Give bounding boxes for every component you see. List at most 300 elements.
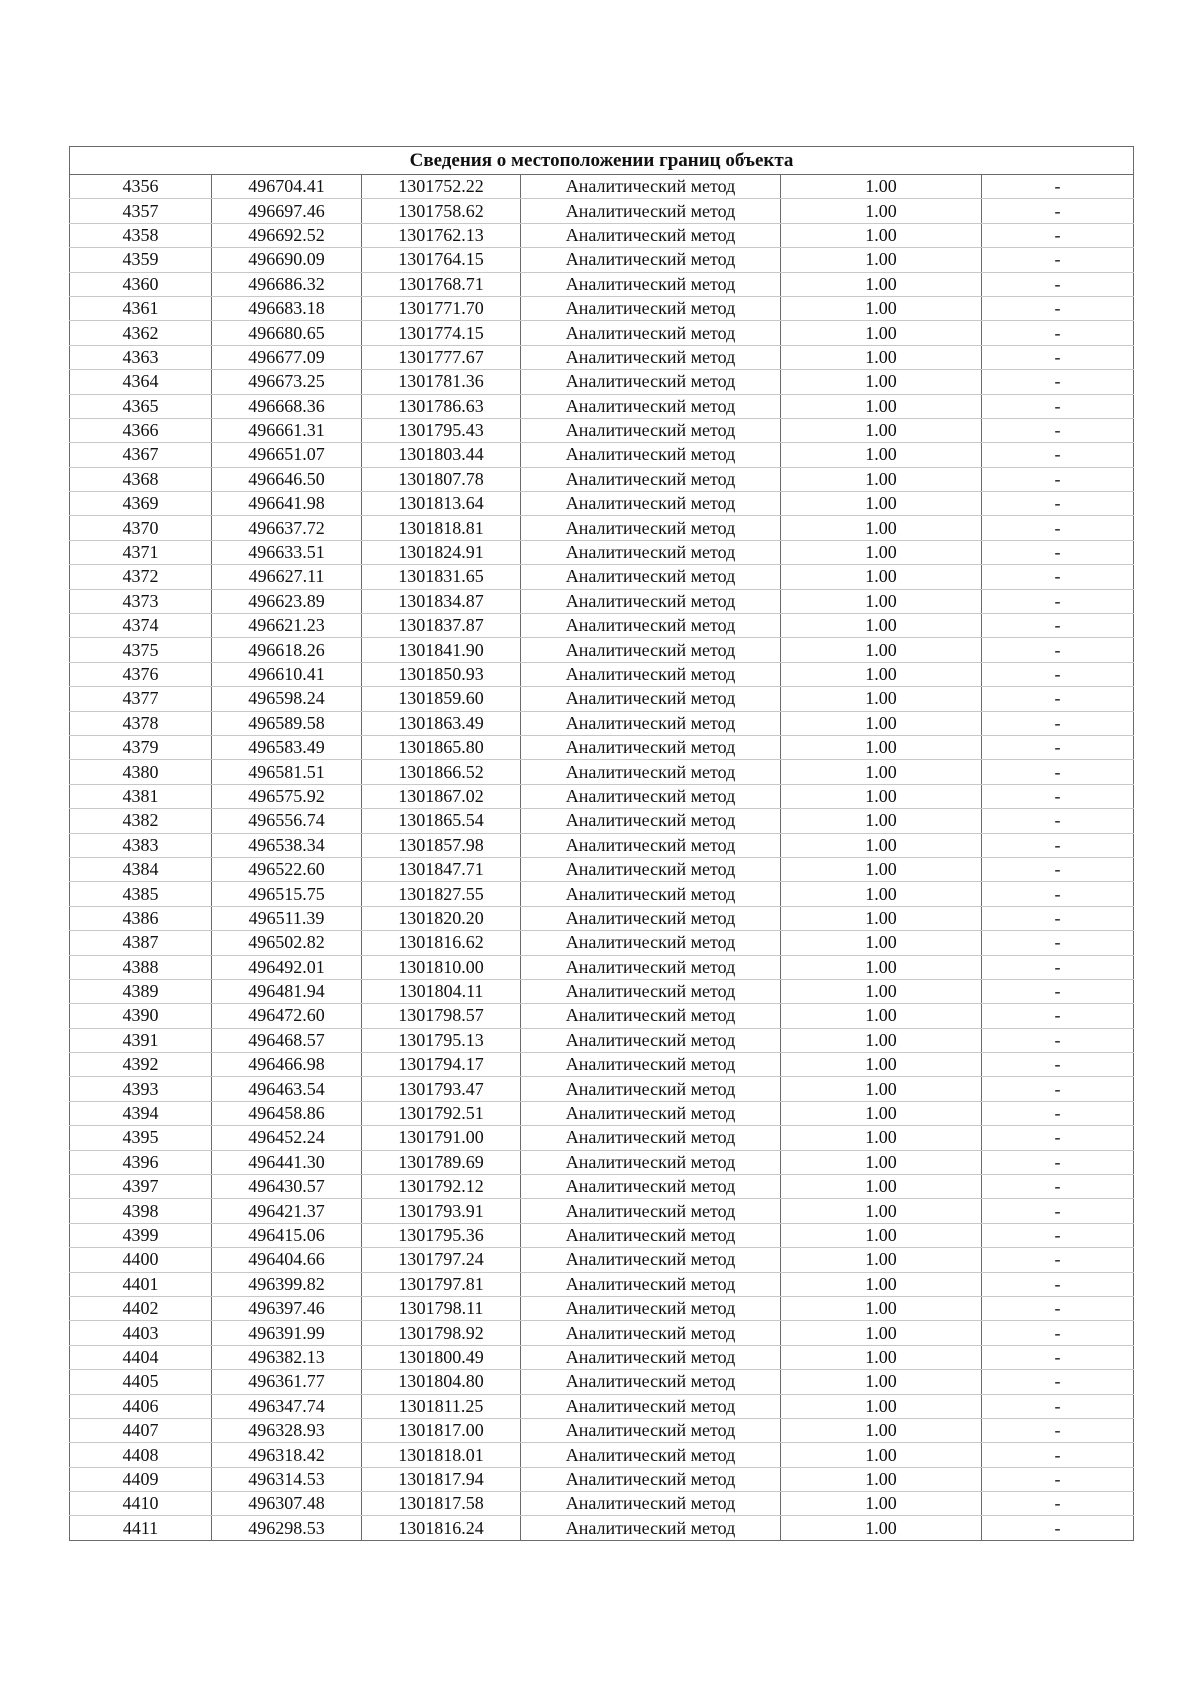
accuracy-cell: 1.00 [781, 955, 982, 979]
accuracy-cell: 1.00 [781, 345, 982, 369]
method-cell: Аналитический метод [521, 1150, 781, 1174]
table-row [70, 735, 1134, 759]
description-cell: - [982, 516, 1134, 540]
y-coordinate-cell: 1301817.58 [362, 1492, 521, 1516]
description-cell: - [982, 248, 1134, 272]
y-coordinate-cell: 1301789.69 [362, 1150, 521, 1174]
table-row [70, 784, 1134, 808]
y-coordinate-cell: 1301859.60 [362, 687, 521, 711]
x-coordinate-cell: 496668.36 [212, 394, 362, 418]
method-cell: Аналитический метод [521, 1370, 781, 1394]
x-coordinate-cell: 496583.49 [212, 735, 362, 759]
description-cell: - [982, 1101, 1134, 1125]
point-number-cell: 4388 [70, 955, 212, 979]
method-cell: Аналитический метод [521, 516, 781, 540]
method-cell: Аналитический метод [521, 467, 781, 491]
description-cell: - [982, 662, 1134, 686]
point-number-cell: 4358 [70, 223, 212, 247]
point-number-cell: 4384 [70, 857, 212, 881]
method-cell: Аналитический метод [521, 833, 781, 857]
table-row [70, 394, 1134, 418]
y-coordinate-cell: 1301771.70 [362, 296, 521, 320]
y-coordinate-cell: 1301865.80 [362, 735, 521, 759]
accuracy-cell: 1.00 [781, 1492, 982, 1516]
x-coordinate-cell: 496690.09 [212, 248, 362, 272]
table-row [70, 1370, 1134, 1394]
y-coordinate-cell: 1301777.67 [362, 345, 521, 369]
y-coordinate-cell: 1301793.91 [362, 1199, 521, 1223]
y-coordinate-cell: 1301798.11 [362, 1296, 521, 1320]
point-number-cell: 4363 [70, 345, 212, 369]
y-coordinate-cell: 1301803.44 [362, 443, 521, 467]
y-coordinate-cell: 1301810.00 [362, 955, 521, 979]
y-coordinate-cell: 1301813.64 [362, 492, 521, 516]
method-cell: Аналитический метод [521, 199, 781, 223]
method-cell: Аналитический метод [521, 1028, 781, 1052]
method-cell: Аналитический метод [521, 784, 781, 808]
table-row [70, 1394, 1134, 1418]
point-number-cell: 4392 [70, 1053, 212, 1077]
description-cell: - [982, 1175, 1134, 1199]
x-coordinate-cell: 496502.82 [212, 931, 362, 955]
description-cell: - [982, 467, 1134, 491]
y-coordinate-cell: 1301800.49 [362, 1345, 521, 1369]
accuracy-cell: 1.00 [781, 1053, 982, 1077]
accuracy-cell: 1.00 [781, 1516, 982, 1540]
table-title: Сведения о местоположении границ объекта [70, 147, 1134, 175]
method-cell: Аналитический метод [521, 492, 781, 516]
y-coordinate-cell: 1301798.92 [362, 1321, 521, 1345]
point-number-cell: 4389 [70, 979, 212, 1003]
point-number-cell: 4393 [70, 1077, 212, 1101]
point-number-cell: 4406 [70, 1394, 212, 1418]
accuracy-cell: 1.00 [781, 394, 982, 418]
x-coordinate-cell: 496575.92 [212, 784, 362, 808]
x-coordinate-cell: 496397.46 [212, 1296, 362, 1320]
table-body [70, 175, 1134, 1541]
description-cell: - [982, 931, 1134, 955]
description-cell: - [982, 857, 1134, 881]
point-number-cell: 4402 [70, 1296, 212, 1320]
accuracy-cell: 1.00 [781, 1004, 982, 1028]
point-number-cell: 4360 [70, 272, 212, 296]
y-coordinate-cell: 1301816.62 [362, 931, 521, 955]
x-coordinate-cell: 496399.82 [212, 1272, 362, 1296]
y-coordinate-cell: 1301857.98 [362, 833, 521, 857]
description-cell: - [982, 1053, 1134, 1077]
method-cell: Аналитический метод [521, 1004, 781, 1028]
table-row [70, 565, 1134, 589]
x-coordinate-cell: 496646.50 [212, 467, 362, 491]
method-cell: Аналитический метод [521, 1175, 781, 1199]
y-coordinate-cell: 1301795.13 [362, 1028, 521, 1052]
accuracy-cell: 1.00 [781, 540, 982, 564]
method-cell: Аналитический метод [521, 1492, 781, 1516]
description-cell: - [982, 1370, 1134, 1394]
point-number-cell: 4396 [70, 1150, 212, 1174]
x-coordinate-cell: 496466.98 [212, 1053, 362, 1077]
accuracy-cell: 1.00 [781, 1443, 982, 1467]
table-row [70, 1126, 1134, 1150]
y-coordinate-cell: 1301834.87 [362, 589, 521, 613]
accuracy-cell: 1.00 [781, 199, 982, 223]
accuracy-cell: 1.00 [781, 614, 982, 638]
point-number-cell: 4378 [70, 711, 212, 735]
table-row [70, 1101, 1134, 1125]
method-cell: Аналитический метод [521, 345, 781, 369]
point-number-cell: 4376 [70, 662, 212, 686]
method-cell: Аналитический метод [521, 1296, 781, 1320]
y-coordinate-cell: 1301850.93 [362, 662, 521, 686]
method-cell: Аналитический метод [521, 540, 781, 564]
x-coordinate-cell: 496391.99 [212, 1321, 362, 1345]
accuracy-cell: 1.00 [781, 931, 982, 955]
description-cell: - [982, 1516, 1134, 1540]
accuracy-cell: 1.00 [781, 638, 982, 662]
table-row [70, 1053, 1134, 1077]
point-number-cell: 4371 [70, 540, 212, 564]
accuracy-cell: 1.00 [781, 370, 982, 394]
description-cell: - [982, 1443, 1134, 1467]
table-row [70, 492, 1134, 516]
accuracy-cell: 1.00 [781, 760, 982, 784]
method-cell: Аналитический метод [521, 614, 781, 638]
description-cell: - [982, 1272, 1134, 1296]
description-cell: - [982, 638, 1134, 662]
y-coordinate-cell: 1301786.63 [362, 394, 521, 418]
table-row [70, 1175, 1134, 1199]
method-cell: Аналитический метод [521, 394, 781, 418]
x-coordinate-cell: 496430.57 [212, 1175, 362, 1199]
method-cell: Аналитический метод [521, 1053, 781, 1077]
x-coordinate-cell: 496556.74 [212, 809, 362, 833]
method-cell: Аналитический метод [521, 1101, 781, 1125]
y-coordinate-cell: 1301798.57 [362, 1004, 521, 1028]
description-cell: - [982, 882, 1134, 906]
x-coordinate-cell: 496692.52 [212, 223, 362, 247]
x-coordinate-cell: 496637.72 [212, 516, 362, 540]
accuracy-cell: 1.00 [781, 809, 982, 833]
accuracy-cell: 1.00 [781, 784, 982, 808]
method-cell: Аналитический метод [521, 809, 781, 833]
x-coordinate-cell: 496538.34 [212, 833, 362, 857]
y-coordinate-cell: 1301818.81 [362, 516, 521, 540]
accuracy-cell: 1.00 [781, 906, 982, 930]
table-row [70, 345, 1134, 369]
table-row [70, 1467, 1134, 1491]
accuracy-cell: 1.00 [781, 1296, 982, 1320]
method-cell: Аналитический метод [521, 931, 781, 955]
x-coordinate-cell: 496452.24 [212, 1126, 362, 1150]
description-cell: - [982, 589, 1134, 613]
x-coordinate-cell: 496298.53 [212, 1516, 362, 1540]
point-number-cell: 4368 [70, 467, 212, 491]
y-coordinate-cell: 1301804.80 [362, 1370, 521, 1394]
method-cell: Аналитический метод [521, 857, 781, 881]
description-cell: - [982, 1223, 1134, 1247]
table-row [70, 809, 1134, 833]
x-coordinate-cell: 496704.41 [212, 175, 362, 199]
x-coordinate-cell: 496522.60 [212, 857, 362, 881]
point-number-cell: 4408 [70, 1443, 212, 1467]
y-coordinate-cell: 1301827.55 [362, 882, 521, 906]
y-coordinate-cell: 1301824.91 [362, 540, 521, 564]
method-cell: Аналитический метод [521, 589, 781, 613]
y-coordinate-cell: 1301847.71 [362, 857, 521, 881]
description-cell: - [982, 1077, 1134, 1101]
x-coordinate-cell: 496673.25 [212, 370, 362, 394]
table-row [70, 1223, 1134, 1247]
table-row [70, 467, 1134, 491]
y-coordinate-cell: 1301795.43 [362, 418, 521, 442]
accuracy-cell: 1.00 [781, 248, 982, 272]
y-coordinate-cell: 1301807.78 [362, 467, 521, 491]
accuracy-cell: 1.00 [781, 687, 982, 711]
point-number-cell: 4375 [70, 638, 212, 662]
y-coordinate-cell: 1301841.90 [362, 638, 521, 662]
description-cell: - [982, 223, 1134, 247]
table-row [70, 1272, 1134, 1296]
accuracy-cell: 1.00 [781, 1467, 982, 1491]
description-cell: - [982, 760, 1134, 784]
x-coordinate-cell: 496651.07 [212, 443, 362, 467]
point-number-cell: 4382 [70, 809, 212, 833]
table-row [70, 1345, 1134, 1369]
description-cell: - [982, 418, 1134, 442]
accuracy-cell: 1.00 [781, 1175, 982, 1199]
description-cell: - [982, 955, 1134, 979]
y-coordinate-cell: 1301764.15 [362, 248, 521, 272]
accuracy-cell: 1.00 [781, 492, 982, 516]
description-cell: - [982, 175, 1134, 199]
x-coordinate-cell: 496618.26 [212, 638, 362, 662]
y-coordinate-cell: 1301865.54 [362, 809, 521, 833]
y-coordinate-cell: 1301818.01 [362, 1443, 521, 1467]
method-cell: Аналитический метод [521, 735, 781, 759]
x-coordinate-cell: 496415.06 [212, 1223, 362, 1247]
table-row [70, 711, 1134, 735]
x-coordinate-cell: 496686.32 [212, 272, 362, 296]
description-cell: - [982, 1199, 1134, 1223]
point-number-cell: 4397 [70, 1175, 212, 1199]
method-cell: Аналитический метод [521, 1199, 781, 1223]
point-number-cell: 4370 [70, 516, 212, 540]
description-cell: - [982, 1321, 1134, 1345]
method-cell: Аналитический метод [521, 687, 781, 711]
x-coordinate-cell: 496677.09 [212, 345, 362, 369]
point-number-cell: 4410 [70, 1492, 212, 1516]
description-cell: - [982, 492, 1134, 516]
x-coordinate-cell: 496481.94 [212, 979, 362, 1003]
accuracy-cell: 1.00 [781, 1370, 982, 1394]
x-coordinate-cell: 496610.41 [212, 662, 362, 686]
y-coordinate-cell: 1301781.36 [362, 370, 521, 394]
description-cell: - [982, 784, 1134, 808]
description-cell: - [982, 614, 1134, 638]
accuracy-cell: 1.00 [781, 1077, 982, 1101]
table-row [70, 516, 1134, 540]
accuracy-cell: 1.00 [781, 589, 982, 613]
y-coordinate-cell: 1301774.15 [362, 321, 521, 345]
y-coordinate-cell: 1301797.24 [362, 1248, 521, 1272]
table-row [70, 540, 1134, 564]
method-cell: Аналитический метод [521, 370, 781, 394]
accuracy-cell: 1.00 [781, 296, 982, 320]
point-number-cell: 4359 [70, 248, 212, 272]
description-cell: - [982, 1467, 1134, 1491]
x-coordinate-cell: 496697.46 [212, 199, 362, 223]
accuracy-cell: 1.00 [781, 711, 982, 735]
method-cell: Аналитический метод [521, 638, 781, 662]
table-row [70, 687, 1134, 711]
table-row [70, 1028, 1134, 1052]
x-coordinate-cell: 496589.58 [212, 711, 362, 735]
point-number-cell: 4373 [70, 589, 212, 613]
method-cell: Аналитический метод [521, 882, 781, 906]
method-cell: Аналитический метод [521, 1077, 781, 1101]
method-cell: Аналитический метод [521, 906, 781, 930]
boundary-coordinates-table [69, 146, 1134, 1541]
description-cell: - [982, 906, 1134, 930]
description-cell: - [982, 809, 1134, 833]
accuracy-cell: 1.00 [781, 735, 982, 759]
accuracy-cell: 1.00 [781, 1101, 982, 1125]
description-cell: - [982, 565, 1134, 589]
table-row [70, 1418, 1134, 1442]
table-row [70, 589, 1134, 613]
table-row [70, 662, 1134, 686]
table-row [70, 1199, 1134, 1223]
point-number-cell: 4385 [70, 882, 212, 906]
point-number-cell: 4411 [70, 1516, 212, 1540]
description-cell: - [982, 1126, 1134, 1150]
description-cell: - [982, 1028, 1134, 1052]
table-row [70, 1004, 1134, 1028]
point-number-cell: 4387 [70, 931, 212, 955]
table-row [70, 272, 1134, 296]
description-cell: - [982, 296, 1134, 320]
table-row [70, 199, 1134, 223]
accuracy-cell: 1.00 [781, 565, 982, 589]
table-row [70, 931, 1134, 955]
point-number-cell: 4390 [70, 1004, 212, 1028]
accuracy-cell: 1.00 [781, 418, 982, 442]
x-coordinate-cell: 496623.89 [212, 589, 362, 613]
point-number-cell: 4407 [70, 1418, 212, 1442]
method-cell: Аналитический метод [521, 1467, 781, 1491]
accuracy-cell: 1.00 [781, 1272, 982, 1296]
description-cell: - [982, 443, 1134, 467]
table-row [70, 638, 1134, 662]
point-number-cell: 4377 [70, 687, 212, 711]
table-row [70, 906, 1134, 930]
method-cell: Аналитический метод [521, 175, 781, 199]
accuracy-cell: 1.00 [781, 1028, 982, 1052]
x-coordinate-cell: 496621.23 [212, 614, 362, 638]
x-coordinate-cell: 496492.01 [212, 955, 362, 979]
x-coordinate-cell: 496382.13 [212, 1345, 362, 1369]
point-number-cell: 4361 [70, 296, 212, 320]
description-cell: - [982, 321, 1134, 345]
x-coordinate-cell: 496361.77 [212, 1370, 362, 1394]
description-cell: - [982, 1345, 1134, 1369]
x-coordinate-cell: 496627.11 [212, 565, 362, 589]
table-row [70, 248, 1134, 272]
point-number-cell: 4401 [70, 1272, 212, 1296]
accuracy-cell: 1.00 [781, 979, 982, 1003]
accuracy-cell: 1.00 [781, 175, 982, 199]
table-row [70, 955, 1134, 979]
table-row [70, 296, 1134, 320]
description-cell: - [982, 1418, 1134, 1442]
accuracy-cell: 1.00 [781, 1321, 982, 1345]
y-coordinate-cell: 1301817.94 [362, 1467, 521, 1491]
x-coordinate-cell: 496472.60 [212, 1004, 362, 1028]
table-row [70, 1443, 1134, 1467]
table-row [70, 979, 1134, 1003]
y-coordinate-cell: 1301797.81 [362, 1272, 521, 1296]
x-coordinate-cell: 496318.42 [212, 1443, 362, 1467]
y-coordinate-cell: 1301811.25 [362, 1394, 521, 1418]
x-coordinate-cell: 496515.75 [212, 882, 362, 906]
table-row [70, 614, 1134, 638]
table-row [70, 175, 1134, 199]
point-number-cell: 4403 [70, 1321, 212, 1345]
x-coordinate-cell: 496441.30 [212, 1150, 362, 1174]
description-cell: - [982, 979, 1134, 1003]
x-coordinate-cell: 496661.31 [212, 418, 362, 442]
table-row [70, 882, 1134, 906]
method-cell: Аналитический метод [521, 321, 781, 345]
description-cell: - [982, 1394, 1134, 1418]
table-row [70, 418, 1134, 442]
table-row [70, 1248, 1134, 1272]
point-number-cell: 4409 [70, 1467, 212, 1491]
table-row [70, 1150, 1134, 1174]
method-cell: Аналитический метод [521, 662, 781, 686]
x-coordinate-cell: 496633.51 [212, 540, 362, 564]
table-row [70, 223, 1134, 247]
y-coordinate-cell: 1301794.17 [362, 1053, 521, 1077]
y-coordinate-cell: 1301816.24 [362, 1516, 521, 1540]
method-cell: Аналитический метод [521, 565, 781, 589]
method-cell: Аналитический метод [521, 1516, 781, 1540]
method-cell: Аналитический метод [521, 1345, 781, 1369]
description-cell: - [982, 1492, 1134, 1516]
point-number-cell: 4357 [70, 199, 212, 223]
y-coordinate-cell: 1301791.00 [362, 1126, 521, 1150]
description-cell: - [982, 1004, 1134, 1028]
y-coordinate-cell: 1301793.47 [362, 1077, 521, 1101]
description-cell: - [982, 833, 1134, 857]
table-row [70, 1321, 1134, 1345]
table-row [70, 1077, 1134, 1101]
point-number-cell: 4362 [70, 321, 212, 345]
y-coordinate-cell: 1301804.11 [362, 979, 521, 1003]
description-cell: - [982, 687, 1134, 711]
point-number-cell: 4399 [70, 1223, 212, 1247]
method-cell: Аналитический метод [521, 1321, 781, 1345]
table-row [70, 1492, 1134, 1516]
point-number-cell: 4400 [70, 1248, 212, 1272]
accuracy-cell: 1.00 [781, 1150, 982, 1174]
y-coordinate-cell: 1301768.71 [362, 272, 521, 296]
point-number-cell: 4380 [70, 760, 212, 784]
point-number-cell: 4356 [70, 175, 212, 199]
table-row [70, 833, 1134, 857]
method-cell: Аналитический метод [521, 296, 781, 320]
method-cell: Аналитический метод [521, 1418, 781, 1442]
